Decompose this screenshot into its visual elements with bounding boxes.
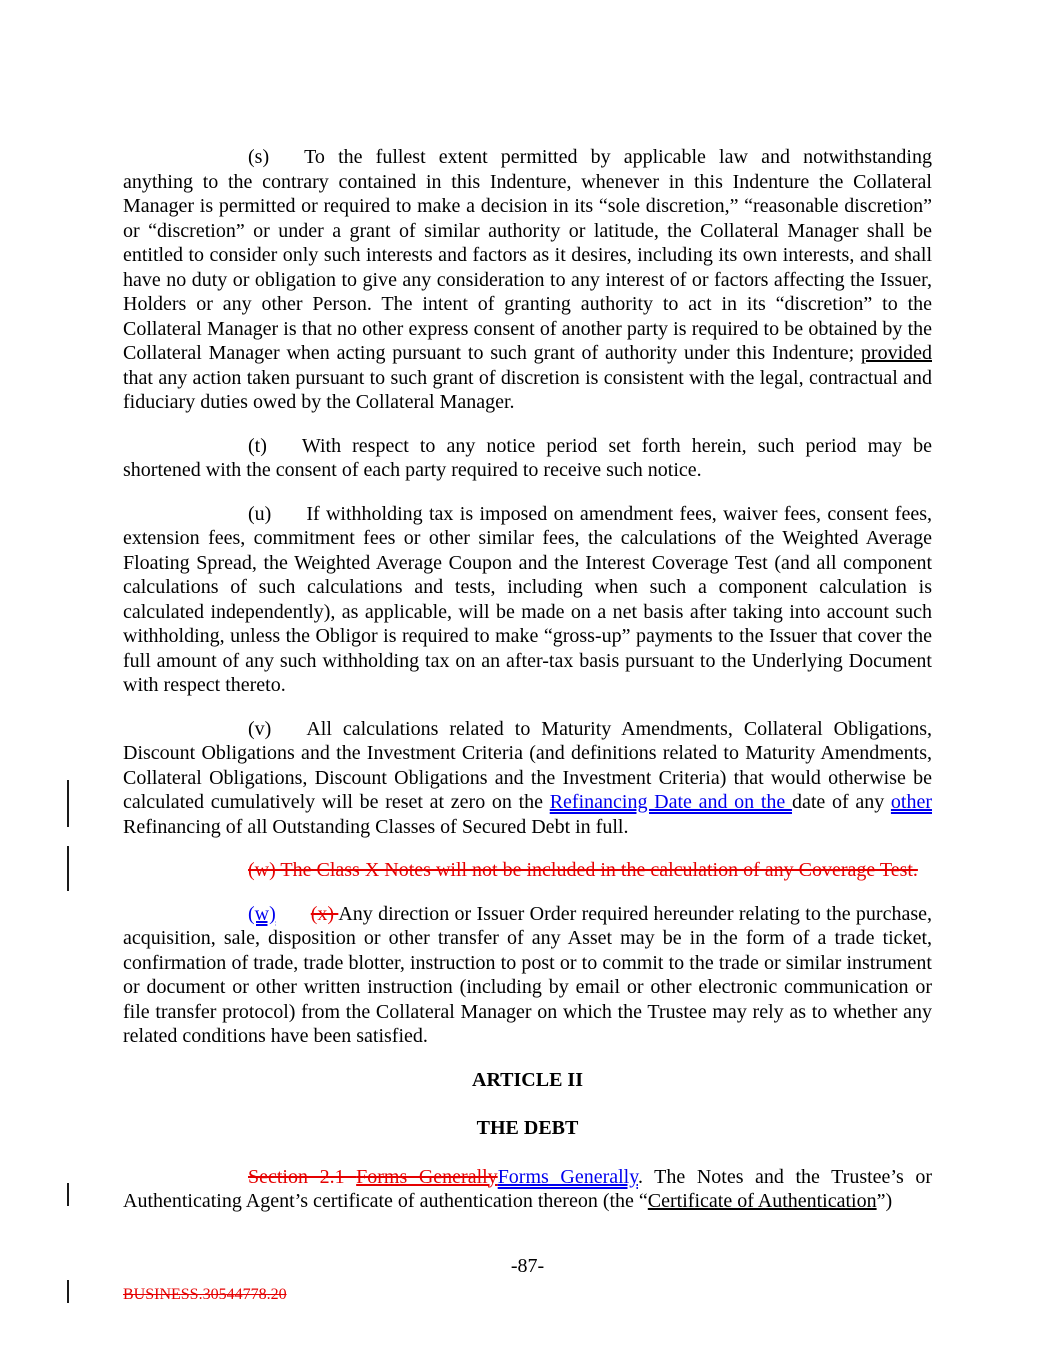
paragraph-w [123,902,932,1049]
change-bar [67,1280,69,1303]
page-number: -87- [510,1255,545,1277]
text-run: (s) [248,146,270,168]
inserted-text: other [890,791,932,813]
deleted-text: (x) [310,902,339,925]
text-run: All calculations related to Maturity Amendments, Collateral Obligations, Discount Obligations and the Investment Criteria (and definitions related to Maturity Amendments, Collateral Obligations, Discount Obligations and the Investment Criteria) that would otherwise be calculated cumulatively will be reset at zero on the [123,717,932,813]
text-run: To the fullest extent permitted by applicable law and notwithstanding anything to the contrary contained in this Indenture, whenever in this Indenture the Collateral Manager is permitted or required to make a decision in its “sole discretion,” “reasonable discretion” or “discretion” or under a grant of similar authority or latitude, the Collateral Manager shall be entitled to consider only such interests and factors as it desires, including its own interests, and shall have no duty or obligation to give any consideration to any interest of or factors affecting the Issuer, Holders or any other Person. The intent of granting authority to act in its “discretion” to the Collateral Manager is that no other express consent of another party is required to be obtained by the Collateral Manager when acting pursuant to such grant of authority under this Indenture; [123,146,932,364]
text-run: (t) [248,434,267,457]
text-run: ARTICLE II [472,1068,583,1091]
text-run: ”) [876,1190,893,1212]
text-run: . The Notes and the Trustee’s or Authenticating Agent’s certificate of authentication thereon (the “ [123,1165,932,1212]
paragraph-w-deleted [123,858,932,883]
footer-doc-id: BUSINESS.30544778.20 [123,1286,287,1303]
paragraph-u [123,502,932,698]
paragraph-v [123,717,932,840]
change-bar [67,1183,69,1206]
inserted-text: Forms Generally [497,1165,638,1188]
paragraph-t [123,434,932,483]
document-body [123,145,932,1233]
deleted-text: (w) The Class X Notes will not be included in the calculation of any Coverage Test. [248,859,918,881]
text-run: (u) [248,502,272,525]
change-bar [67,846,69,891]
deleted-text: Section 2.1 [248,1165,357,1188]
text-run: THE DEBT [476,1117,579,1139]
text-run: If withholding tax is imposed on amendment fees, waiver fees, consent fees, extension fees, commitment fees or other similar fees, the calculations of the Weighted Average Floating Spread, the Weighted Average Coupon and the Interest Coverage Test (and all component calculations of such calculations and tests, including when such a component calculation is calculated independently), as applicable, will be made on a net basis after taking into account such withholding, unless the Obligor is required to make “gross-up” payments to the Issuer that cover the full amount of any such withholding tax on an after-tax basis pursuant to the Underlying Document with respect thereto. [123,502,932,696]
change-bar [67,780,69,827]
inserted-text: Refinancing Date and on the [549,791,792,813]
text-run: With respect to any notice period set forth herein, such period may be shortened with the consent of each party required to receive such notice. [123,434,932,481]
heading-the-debt [123,1116,932,1141]
text-run: Refinancing of all Outstanding Classes of Secured Debt in full. [123,815,629,838]
paragraph-s [123,145,932,415]
text-run: (v) [248,717,272,740]
deleted-text: Forms Generally [356,1165,498,1188]
underlined-text: provided [860,342,932,364]
inserted-text: (w) [248,902,276,925]
text-run: date of any [791,791,891,813]
text-run: that any action taken pursuant to such grant of discretion is consistent with the legal, contractual and fiduciary duties owed by the Collateral Manager. [123,366,932,413]
text-run: Any direction or Issuer Order required hereunder relating to the purchase, acquisition, sale, disposition or other transfer of any Asset may be in the form of a trade ticket, confirmation of trade, trade blotter, instruction to post or to commit to the trade or similar instrument or document or other written instruction (including by email or other electronic communication or file transfer protocol) from the Collateral Manager on which the Trustee may rely as to whether any related conditions have been satisfied. [123,902,933,1047]
underlined-text: Certificate of Authentication [647,1190,877,1212]
heading-article-ii [123,1068,932,1093]
paragraph-section-2-1 [123,1165,932,1214]
